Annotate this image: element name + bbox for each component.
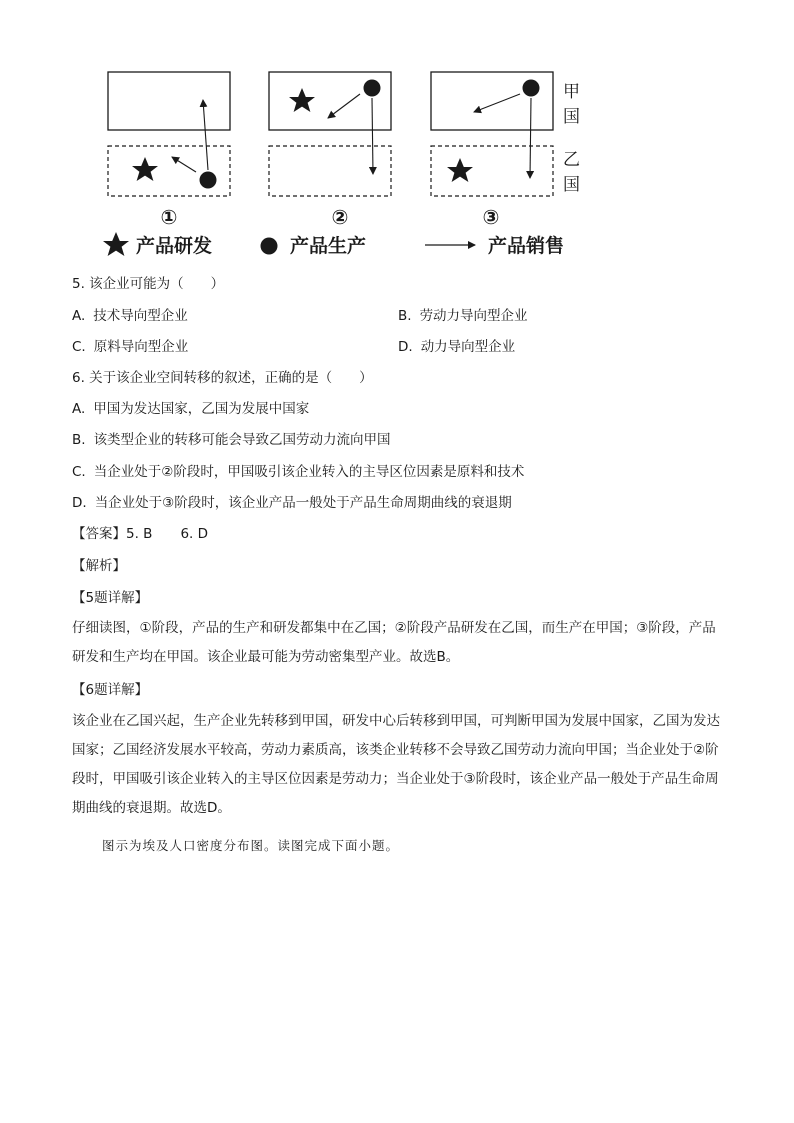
q5-option-b[interactable] xyxy=(398,306,528,326)
option-letter: D. xyxy=(72,495,87,511)
option-text: 当企业处于③阶段时，该企业产品一般处于产品生命周期曲线的衰退期 xyxy=(94,495,512,511)
answer-q6: 6. D xyxy=(180,526,209,542)
option-letter: B. xyxy=(72,432,86,448)
q6-option-b[interactable] xyxy=(72,430,391,450)
q5-option-d[interactable] xyxy=(398,337,515,357)
stage3-rd-star-icon xyxy=(447,158,473,182)
stage2-sales-arrow-to-b xyxy=(372,98,373,174)
option-text: 技术导向型企业 xyxy=(93,308,188,324)
option-letter: A. xyxy=(72,401,86,417)
q6-option-d[interactable] xyxy=(72,493,512,513)
detail5-label: 【5题详解】 xyxy=(72,590,149,606)
option-text: 当企业处于②阶段时，甲国吸引该企业转入的主导区位因素是原料和技术 xyxy=(93,464,525,480)
q5-option-c[interactable] xyxy=(72,337,188,357)
diagram-svg xyxy=(100,68,600,263)
q5-option-a[interactable] xyxy=(72,306,188,326)
option-letter: A. xyxy=(72,308,86,324)
legend-rd-label: 产品研发 xyxy=(136,235,213,257)
country-b-label-1: 乙 xyxy=(563,150,580,170)
option-letter: D. xyxy=(398,339,413,355)
industry-transfer-diagram xyxy=(100,68,600,263)
country-a-label-1: 甲 xyxy=(563,82,580,102)
stage1-sales-arrow-to-b xyxy=(172,157,196,172)
option-text: 原料导向型企业 xyxy=(93,339,189,355)
legend-production-label: 产品生产 xyxy=(290,235,367,257)
option-letter: B. xyxy=(398,308,412,324)
option-letter: C. xyxy=(72,339,86,355)
q6-option-c[interactable] xyxy=(72,462,524,482)
stage1-rd-star-icon xyxy=(132,157,158,181)
stage2-rd-star-icon xyxy=(289,88,315,112)
stage1-production-dot-icon xyxy=(200,172,217,189)
option-letter: C. xyxy=(72,464,86,480)
stage3-country-b-box xyxy=(431,146,553,196)
option-text: 动力导向型企业 xyxy=(420,339,516,355)
stage3-sales-arrow-to-a xyxy=(474,94,520,112)
q5-stem: 5. 该企业可能为（ ） xyxy=(72,276,225,292)
stage3-production-dot-icon xyxy=(523,80,540,97)
stage1-country-b-box xyxy=(108,146,230,196)
stage2-sales-arrow-to-a xyxy=(328,94,360,118)
stage-label-1: ① xyxy=(160,205,178,229)
q6-option-a[interactable] xyxy=(72,399,309,419)
option-text: 甲国为发达国家，乙国为发展中国家 xyxy=(93,401,310,417)
detail6-text: 该企业在乙国兴起，生产企业先转移到甲国，研发中心后转移到甲国，可判断甲国为发展中国家，乙国为发达国家；乙国经济发展水平较高，劳动力素质高，该类企业转移不会导致乙国劳动力流向甲国；当企业处于②阶段时，甲国吸引该企业转入的主导区位因素是劳动力；当企业处于③阶段时，该企业产品一般处于产品生命周期曲线的衰退期。故选D。 xyxy=(72,713,720,816)
stage1-sales-arrow-to-a xyxy=(203,100,208,170)
stage2-production-dot-icon xyxy=(364,80,381,97)
stage3-sales-arrow-to-b xyxy=(530,98,531,178)
answer-label: 【答案】 xyxy=(72,526,126,542)
detail6-label: 【6题详解】 xyxy=(72,682,149,698)
detail5-text: 仔细读图，①阶段，产品的生产和研发都集中在乙国；②阶段产品研发在乙国，而生产在甲国；③阶段，产品研发和生产均在甲国。该企业最可能为劳动密集型产业。故选B。 xyxy=(72,620,716,665)
legend-sales-label: 产品销售 xyxy=(488,235,565,257)
next-section-intro: 图示为埃及人口密度分布图。读图完成下面小题。 xyxy=(102,838,400,853)
option-text: 该类型企业的转移可能会导致乙国劳动力流向甲国 xyxy=(93,432,391,448)
stage-label-3: ③ xyxy=(482,205,500,229)
analysis-label: 【解析】 xyxy=(72,558,126,574)
stage-label-2: ② xyxy=(331,205,349,229)
legend-star-icon xyxy=(103,232,129,256)
q6-stem: 6. 关于该企业空间转移的叙述，正确的是（ ） xyxy=(72,370,373,386)
legend-dot-icon xyxy=(261,238,278,255)
country-a-label-2: 国 xyxy=(563,107,580,127)
answer-q5: 5. B xyxy=(126,526,153,542)
answer-line xyxy=(72,524,208,544)
stage1-country-a-box xyxy=(108,72,230,130)
option-text: 劳动力导向型企业 xyxy=(419,308,528,324)
country-b-label-2: 国 xyxy=(563,175,580,195)
